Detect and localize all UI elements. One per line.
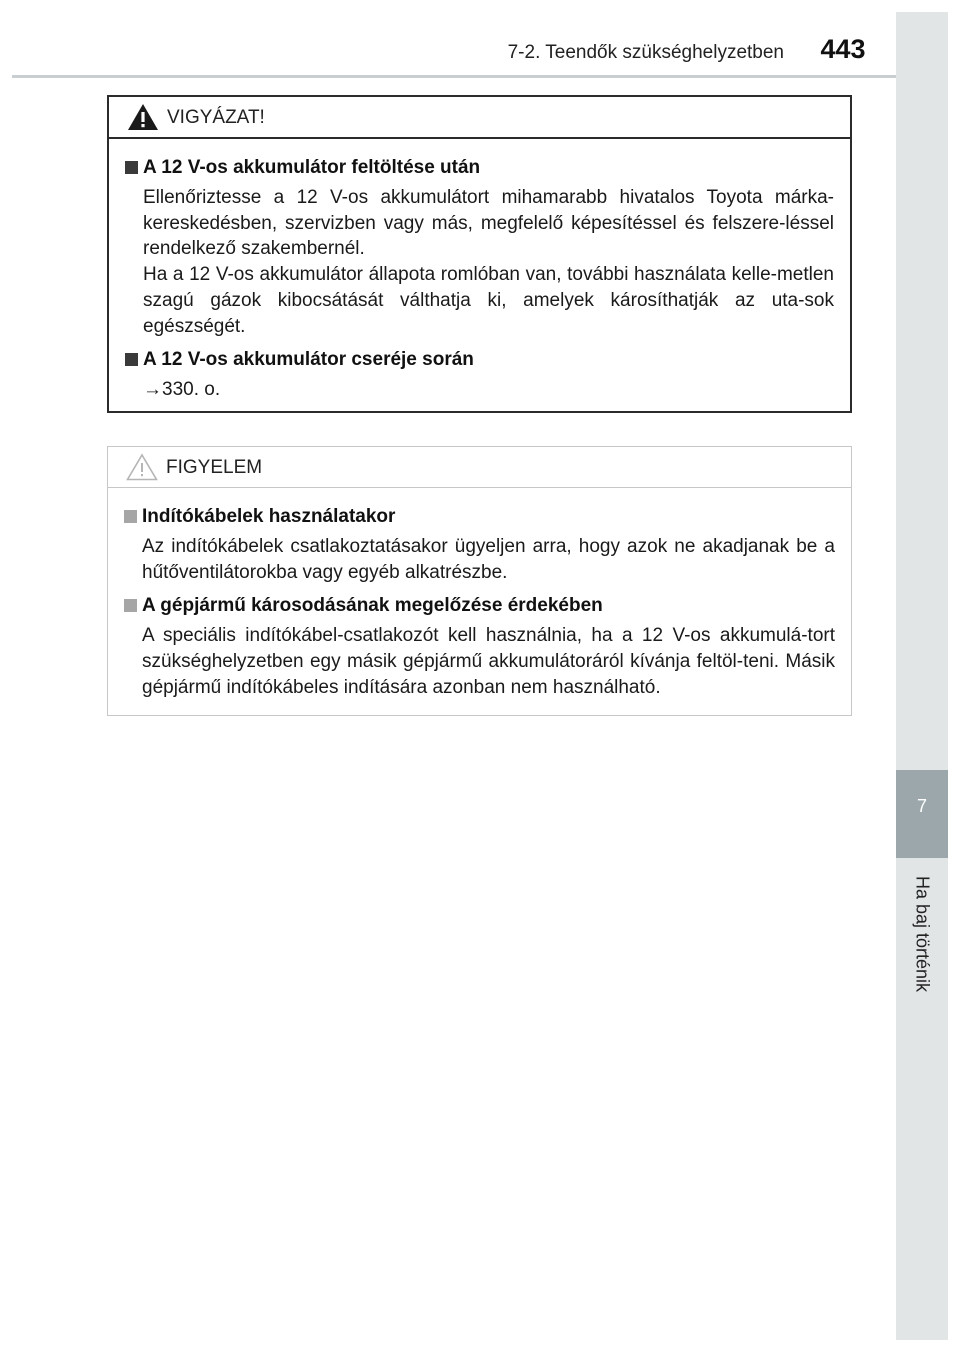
page-number: 443 (820, 34, 866, 64)
warning-triangle-icon (127, 103, 159, 131)
warning-item (125, 347, 834, 403)
notice-item-heading: Indítókábelek használatakor (142, 506, 396, 527)
warning-item-paragraph: Ellenőriztesse a 12 V-os akkumulátort mihamarabb hivatalos Toyota márka-kereskedésben, szervizben vagy más, megfelelő képesítéssel és felszere-léssel rendelkező szakembernél. (143, 187, 834, 260)
square-bullet-icon (124, 510, 137, 523)
warning-box-body (109, 139, 850, 403)
chapter-side-tab (896, 12, 948, 1340)
warning-item-heading: A 12 V-os akkumulátor feltöltése után (143, 157, 481, 178)
section-title: 7-2. Teendők szükséghelyzetben (507, 42, 784, 63)
chapter-label: Ha baj történik (912, 875, 933, 993)
square-bullet-icon (125, 161, 138, 174)
notice-item (124, 593, 835, 700)
square-bullet-icon (125, 353, 138, 366)
notice-item-paragraph: A speciális indítókábel-csatlakozót kell használnia, ha a 12 V-os akkumulá-tort szükséghelyzetben egy másik gépjármű akkumulátoráról kívánja feltöl-teni. Másik gépjármű indítókábeles indítására azonban nem használható. (142, 625, 835, 698)
page-reference-link[interactable]: →330. o. (143, 379, 221, 401)
notice-item-heading: A gépjármű károsodásának megelőzése érdekében (142, 595, 603, 617)
notice-box-body (108, 488, 851, 701)
notice-item-paragraph: Az indítókábelek csatlakoztatásakor ügyeljen arra, hogy azok ne akadjanak be a hűtőventilátorokba vagy egyéb alkatrészbe. (142, 536, 835, 583)
header-divider (12, 75, 948, 78)
notice-box-header (108, 447, 851, 488)
square-bullet-icon (124, 599, 137, 612)
caution-triangle-outline-icon (126, 453, 158, 481)
warning-box-title: VIGYÁZAT! (167, 107, 265, 128)
warning-item-paragraph: Ha a 12 V-os akkumulátor állapota romlóban van, további használata kelle-metlen szagú gázok kibocsátását válthatja ki, amelyek károsíthatják az uta-sok egészségét. (143, 264, 834, 337)
notice-box (107, 446, 852, 716)
warning-item (125, 155, 834, 339)
notice-box-title: FIGYELEM (166, 457, 263, 478)
warning-box (107, 95, 852, 413)
warning-item-heading: A 12 V-os akkumulátor cseréje során (143, 349, 474, 371)
notice-item (124, 504, 835, 585)
warning-box-header (109, 97, 850, 139)
chapter-number: 7 (916, 796, 927, 816)
